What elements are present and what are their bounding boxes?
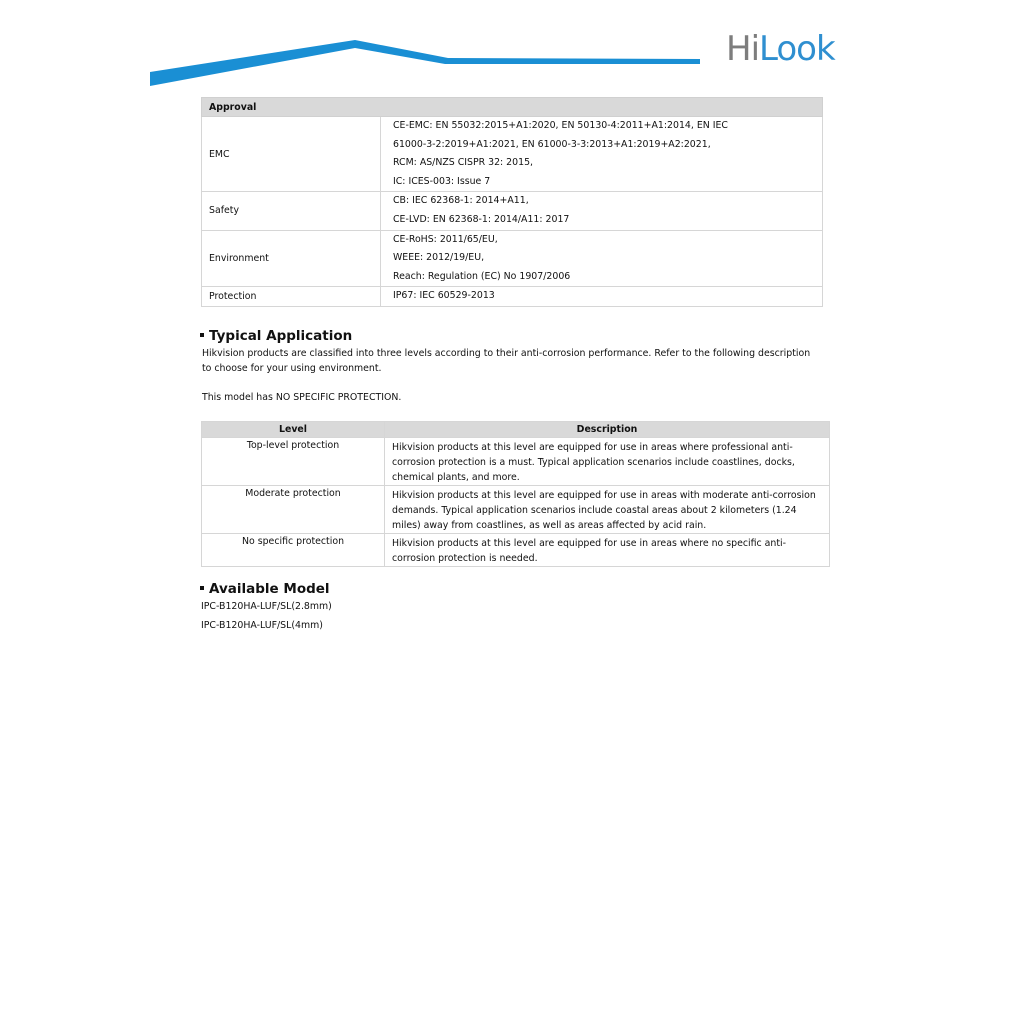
- description-cell: Hikvision products at this level are equipped for use in areas with moderate anti-corrosion demands. Typical application scenarios include coastal areas about 2 kilometers (1.24 miles) away from coastlines, as well as areas affected by acid rain.: [385, 486, 830, 534]
- level-cell: No specific protection: [202, 534, 385, 567]
- typical-application-heading: [200, 327, 352, 345]
- description-cell: Hikvision products at this level are equipped for use in areas where professional anti-corrosion protection is a must. Typical application scenarios include coastlines, docks, chemical plants, and more.: [385, 438, 830, 486]
- approval-value-line: CB: IEC 62368-1: 2014+A11,: [393, 195, 529, 207]
- approval-row-safety: [202, 192, 823, 230]
- level-cell: Top-level protection: [202, 438, 385, 486]
- approval-row-environment: [202, 230, 823, 287]
- levels-row-none: [202, 534, 830, 567]
- logo-hi-text: Hi: [726, 29, 760, 69]
- typical-application-intro: Hikvision products are classified into three levels according to their anti-corrosion performance. Refer to the following description to choose for your using environment.: [202, 348, 811, 374]
- hilook-logo: [726, 30, 835, 68]
- approval-value-line: Reach: Regulation (EC) No 1907/2006: [393, 270, 571, 282]
- level-column-header: Level: [202, 422, 385, 438]
- model-item: IPC-B120HA-LUF/SL(2.8mm): [201, 601, 332, 612]
- approval-header-row: [202, 98, 823, 117]
- levels-row-moderate: [202, 486, 830, 534]
- approval-values: [381, 192, 823, 230]
- available-model-heading: [200, 580, 330, 598]
- approval-label: Safety: [202, 192, 381, 230]
- approval-value-line: 61000-3-2:2019+A1:2021, EN 61000-3-3:2013+A1:2019+A2:2021,: [393, 138, 711, 150]
- approval-title: Approval: [202, 98, 823, 117]
- approval-table: [201, 97, 823, 307]
- available-model-title: Available Model: [209, 581, 330, 597]
- approval-row-emc: [202, 117, 823, 192]
- approval-row-protection: [202, 287, 823, 307]
- approval-values: [381, 287, 823, 307]
- approval-value-line: WEEE: 2012/19/EU,: [393, 252, 485, 264]
- logo-look-text: Look: [759, 29, 835, 69]
- level-cell: Moderate protection: [202, 486, 385, 534]
- approval-value-line: CE-RoHS: 2011/65/EU,: [393, 233, 498, 245]
- approval-label: EMC: [202, 117, 381, 192]
- square-bullet-icon: [200, 333, 204, 337]
- approval-label: Environment: [202, 230, 381, 287]
- levels-header-row: [202, 422, 830, 438]
- approval-values: [381, 230, 823, 287]
- typical-application-title: Typical Application: [209, 328, 353, 344]
- model-item: IPC-B120HA-LUF/SL(4mm): [201, 620, 323, 631]
- approval-value-line: IC: ICES-003: Issue 7: [393, 175, 491, 187]
- protection-levels-table: [201, 421, 830, 567]
- approval-value-line: RCM: AS/NZS CISPR 32: 2015,: [393, 157, 534, 169]
- approval-value-line: CE-EMC: EN 55032:2015+A1:2020, EN 50130-4:2011+A1:2014, EN IEC: [393, 120, 728, 131]
- description-column-header: Description: [385, 422, 830, 438]
- approval-label: Protection: [202, 287, 381, 307]
- approval-value-line: CE-LVD: EN 62368-1: 2014/A11: 2017: [393, 213, 570, 225]
- model-protection-note: This model has NO SPECIFIC PROTECTION.: [202, 392, 402, 403]
- description-cell: Hikvision products at this level are equipped for use in areas where no specific anti-corrosion protection is needed.: [385, 534, 830, 567]
- approval-value-line: IP67: IEC 60529-2013: [393, 290, 495, 302]
- levels-row-top: [202, 438, 830, 486]
- approval-values: [381, 117, 823, 192]
- header-swoosh-graphic: [0, 0, 1024, 100]
- square-bullet-icon: [200, 586, 204, 590]
